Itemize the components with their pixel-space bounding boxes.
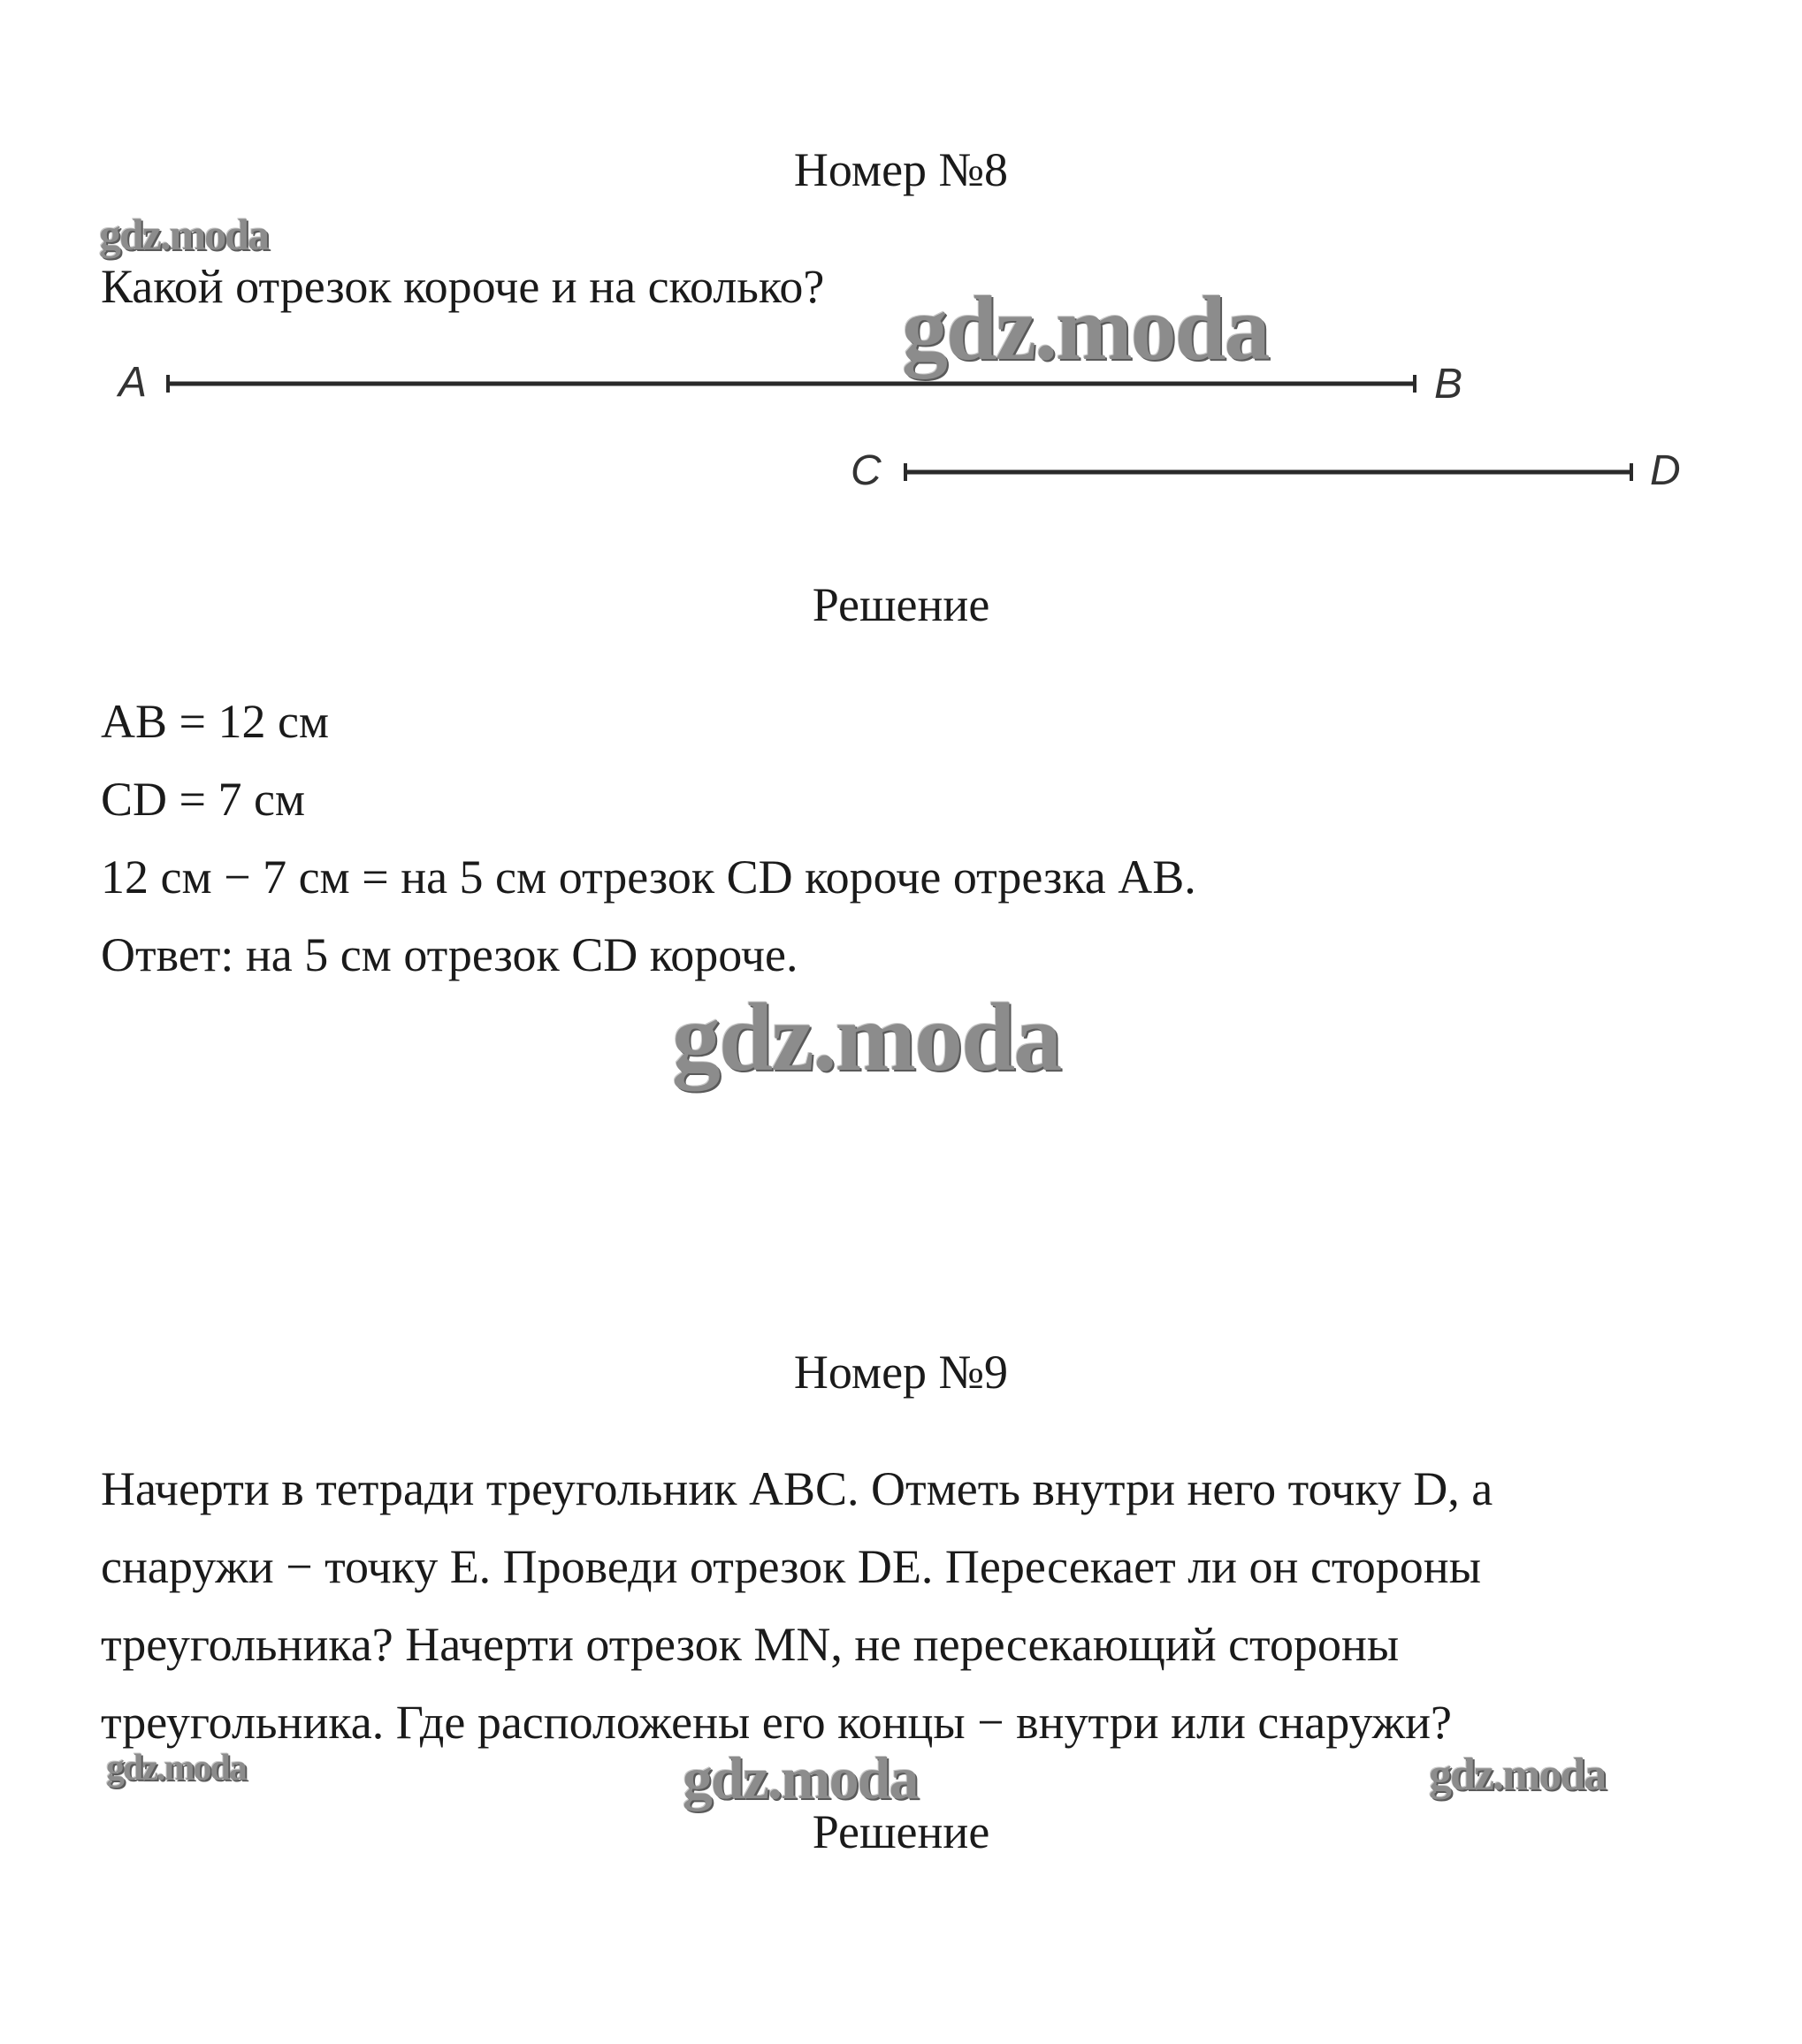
task9-question-line-4: треугольника. Где расположены его концы − внутри или снаружи? [101,1696,1452,1749]
task9-question-line-3: треугольника? Начерти отрезок MN, не пересекающий стороны [101,1618,1400,1671]
watermark-logo-top-large: gdz.moda [902,278,1269,379]
task8-solution-line-2: CD = 7 см [101,773,306,826]
watermark-logo-middle: gdz.moda [672,983,1061,1091]
task8-title: Номер №8 [793,143,1009,196]
task9-question-line-1: Начерти в тетради треугольник ABC. Отметь внутри него точку D, а [101,1462,1493,1515]
task8-solution-title: Решение [812,578,990,631]
watermark-logo-bottom-right: gdz.moda [1429,1750,1606,1800]
task9-question-line-2: снаружи − точку E. Проведи отрезок DE. Пересекает ли он стороны [101,1540,1481,1593]
point-c-label: C [851,447,882,494]
task8-solution-line-3: 12 см − 7 см = на 5 см отрезок CD короче отрезка AB. [101,850,1196,904]
task8-solution-line-1: AB = 12 см [101,695,330,748]
task8-question: Какой отрезок короче и на сколько? [101,260,825,313]
watermark-logo-bottom-left: gdz.moda [106,1748,246,1788]
watermark-logo-bottom-center: gdz.moda [683,1744,918,1811]
watermark-logo-top-left: gdz.moda [99,210,268,259]
task9-title: Номер №9 [793,1346,1009,1399]
task9-solution-title: Решение [812,1805,990,1858]
segment-cd [905,463,1631,481]
point-b-label: B [1434,361,1463,408]
point-d-label: D [1650,447,1681,494]
point-a-label: A [118,359,148,406]
task8-answer-line: Ответ: на 5 см отрезок CD короче. [101,928,798,981]
